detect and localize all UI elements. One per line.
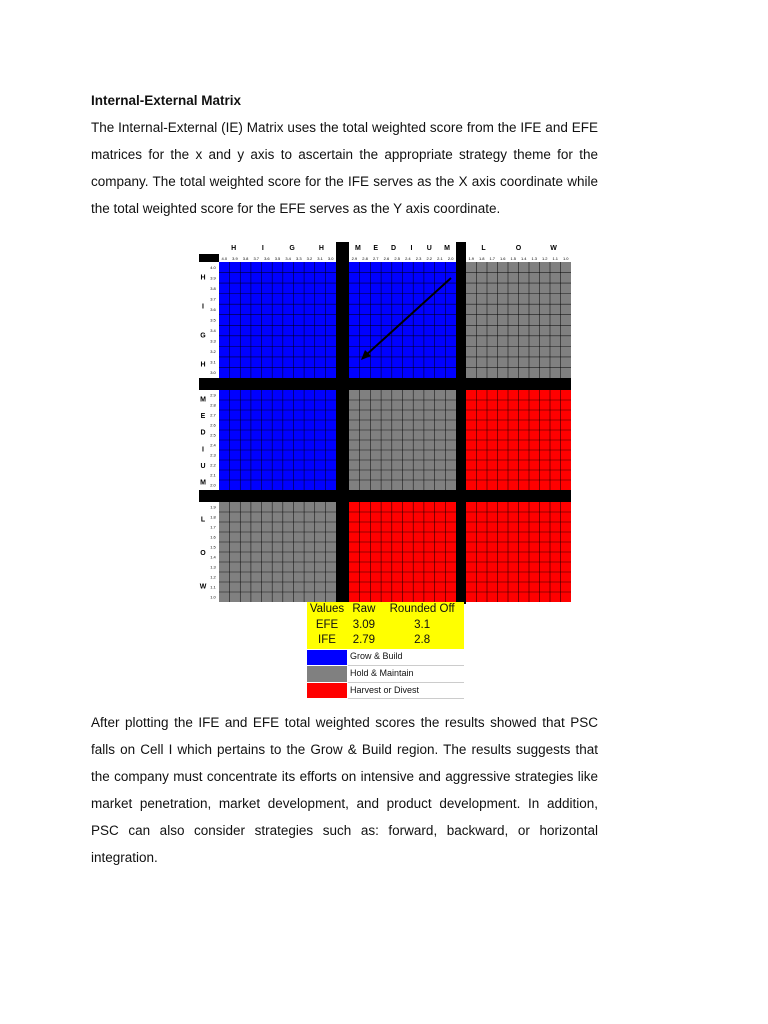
legend-label-harvest: Harvest or Divest [348, 682, 465, 699]
y-tick-1-8: 2.1 [210, 472, 216, 478]
x-tick-1-5: 2.4 [405, 256, 411, 261]
y-tick-2-5: 1.4 [210, 554, 216, 560]
side-band-letter-2-2: W [199, 583, 207, 591]
y-tick-2-7: 1.2 [210, 574, 216, 580]
y-tick-2-3: 1.6 [210, 534, 216, 540]
top-band-letter-0-1: I [261, 245, 264, 252]
y-tick-2-2: 1.7 [210, 524, 216, 530]
x-tick-0-7: 3.3 [295, 256, 302, 261]
top-band-letter-2-0: L [481, 245, 486, 252]
y-tick-2-9: 1.0 [210, 594, 216, 600]
legend-label-grow: Grow & Build [348, 649, 465, 666]
legend-label-hold: Hold & Maintain [348, 666, 465, 683]
x-tick-1-8: 2.1 [437, 256, 443, 261]
legend-item-grow [307, 649, 465, 666]
x-tick-2-0: 1.9 [468, 256, 475, 261]
y-tick-1-0: 2.9 [210, 392, 216, 398]
top-band-letter-0-0: H [231, 245, 237, 252]
y-tick-2-1: 1.8 [210, 514, 216, 520]
top-band-letter-2-2: W [550, 245, 557, 252]
top-band-letter-1-4: U [426, 245, 432, 252]
x-tick-1-7: 2.2 [426, 256, 433, 261]
side-band-letter-1-0: M [200, 396, 206, 404]
x-tick-0-5: 3.5 [274, 256, 281, 261]
separator-h-0 [199, 378, 571, 390]
legend-swatch-hold [307, 666, 348, 683]
legend-item-hold [307, 666, 465, 683]
legend-item-harvest [307, 682, 465, 699]
y-tick-0-6: 3.4 [210, 328, 216, 334]
ie-matrix-svg [199, 242, 571, 604]
y-tick-2-4: 1.5 [210, 544, 216, 550]
y-tick-0-1: 3.9 [210, 275, 216, 281]
legend-ife-label: IFE [307, 633, 348, 649]
legend-row-efe [307, 618, 465, 634]
top-band-letter-1-1: E [373, 245, 379, 252]
side-band-letter-1-4: U [200, 463, 206, 470]
side-band-letter-2-1: O [200, 550, 206, 557]
x-tick-1-4: 2.5 [394, 256, 400, 261]
separator-v-0 [336, 242, 349, 604]
side-band-letter-1-2: D [200, 429, 206, 437]
x-tick-2-2: 1.7 [489, 256, 496, 261]
y-tick-0-7: 3.3 [210, 338, 216, 344]
y-tick-0-2: 3.8 [210, 285, 216, 291]
legend-header-rounded: Rounded Off [380, 602, 464, 618]
y-tick-0-0: 4.0 [210, 264, 216, 270]
x-tick-0-6: 3.4 [285, 256, 291, 261]
legend-ife-raw: 2.79 [348, 633, 381, 649]
y-tick-0-9: 3.1 [210, 359, 216, 365]
x-tick-1-2: 2.7 [372, 256, 379, 261]
y-tick-0-10: 3.0 [210, 370, 216, 376]
top-band-letter-0-2: G [289, 245, 295, 252]
x-tick-1-0: 2.9 [351, 256, 358, 261]
side-band-letter-0-0: H [200, 274, 206, 282]
y-tick-1-1: 2.8 [210, 402, 216, 408]
y-tick-1-3: 2.6 [210, 422, 216, 428]
legend-header-values: Values [307, 602, 348, 618]
x-tick-1-1: 2.8 [362, 256, 368, 261]
legend-efe-label: EFE [307, 618, 348, 634]
x-tick-0-2: 3.8 [242, 256, 249, 261]
separator-h-1 [199, 490, 571, 502]
legend-swatch-harvest [307, 682, 348, 699]
y-tick-2-6: 1.3 [210, 564, 216, 570]
x-tick-2-3: 1.6 [499, 256, 506, 261]
x-tick-0-3: 3.7 [253, 256, 260, 261]
legend-efe-rounded: 3.1 [380, 618, 464, 634]
x-tick-1-9: 2.0 [447, 256, 454, 261]
legend-header-raw: Raw [348, 602, 381, 618]
x-tick-0-1: 3.9 [232, 256, 238, 261]
y-tick-0-8: 3.2 [210, 349, 216, 355]
y-tick-1-7: 2.2 [210, 462, 216, 468]
legend-efe-raw: 3.09 [348, 618, 381, 634]
matrix-cell-0-0 [219, 262, 336, 378]
matrix-corner [199, 254, 219, 262]
x-tick-1-3: 2.6 [383, 256, 390, 261]
x-tick-2-5: 1.4 [520, 256, 527, 261]
y-tick-1-6: 2.3 [210, 452, 216, 458]
y-tick-1-5: 2.4 [210, 442, 216, 448]
top-band-letter-0-3: H [318, 245, 324, 252]
legend-header-row [307, 602, 465, 618]
x-tick-0-0: 4.0 [221, 256, 228, 261]
legend-ife-rounded: 2.8 [380, 633, 464, 649]
ie-matrix [199, 242, 571, 604]
x-tick-2-6: 1.3 [531, 256, 538, 261]
legend-swatch-grow [307, 649, 348, 666]
x-tick-2-8: 1.1 [552, 256, 559, 261]
top-band-letter-1-0: M [354, 245, 361, 252]
y-tick-2-8: 1.1 [210, 584, 216, 590]
y-tick-0-4: 3.6 [210, 306, 216, 312]
side-band-letter-0-1: I [202, 303, 204, 311]
side-band-letter-0-3: H [200, 361, 206, 369]
x-tick-0-8: 3.2 [306, 256, 313, 261]
y-tick-2-0: 1.9 [210, 504, 216, 510]
top-band-letter-1-2: D [391, 245, 397, 252]
x-tick-0-10: 3.0 [327, 256, 334, 261]
x-tick-2-7: 1.2 [541, 256, 548, 261]
y-tick-1-9: 2.0 [210, 482, 216, 488]
separator-v-1 [456, 242, 466, 604]
x-tick-0-4: 3.6 [264, 256, 270, 261]
page-heading: Internal-External Matrix [91, 93, 242, 108]
intro-paragraph: The Internal-External (IE) Matrix uses the total weighted score from the IFE and EFE matrices for the x and y axis to ascertain the appropriate strategy theme for the company. The total weighted score for the IFE serves as the X axis coordinate while the total weighted score for the EFE serves as the Y axis coordinate. [91, 120, 598, 216]
side-band-letter-0-2: G [200, 332, 206, 340]
side-band-letter-1-1: E [200, 413, 206, 420]
side-band-letter-1-5: M [200, 479, 206, 487]
y-tick-0-5: 3.5 [210, 317, 216, 323]
results-paragraph: After plotting the IFE and EFE total weighted scores the results showed that PSC falls on Cell I which pertains to the Grow & Build region. The results suggests that the company must concentrate its efforts on intensive and aggressive strategies like market penetration, market development, and product development. In addition, PSC can also consider strategies such as: forward, backward, or horizontal integration. [91, 715, 598, 865]
x-tick-2-4: 1.5 [510, 256, 517, 261]
y-tick-0-3: 3.7 [210, 296, 216, 302]
x-tick-2-9: 1.0 [562, 256, 569, 261]
x-tick-2-1: 1.8 [478, 256, 485, 261]
y-tick-1-4: 2.5 [210, 432, 216, 438]
side-band-letter-1-3: I [202, 446, 204, 454]
x-tick-0-9: 3.1 [317, 256, 323, 261]
legend-table [306, 602, 464, 699]
y-tick-1-2: 2.7 [210, 412, 216, 418]
legend-row-ife [307, 633, 465, 649]
side-band-letter-2-0: L [200, 516, 206, 524]
top-band-letter-1-3: I [410, 245, 413, 252]
top-band-letter-1-5: M [444, 245, 451, 252]
x-tick-1-6: 2.3 [415, 256, 422, 261]
top-band-letter-2-1: O [515, 245, 522, 252]
